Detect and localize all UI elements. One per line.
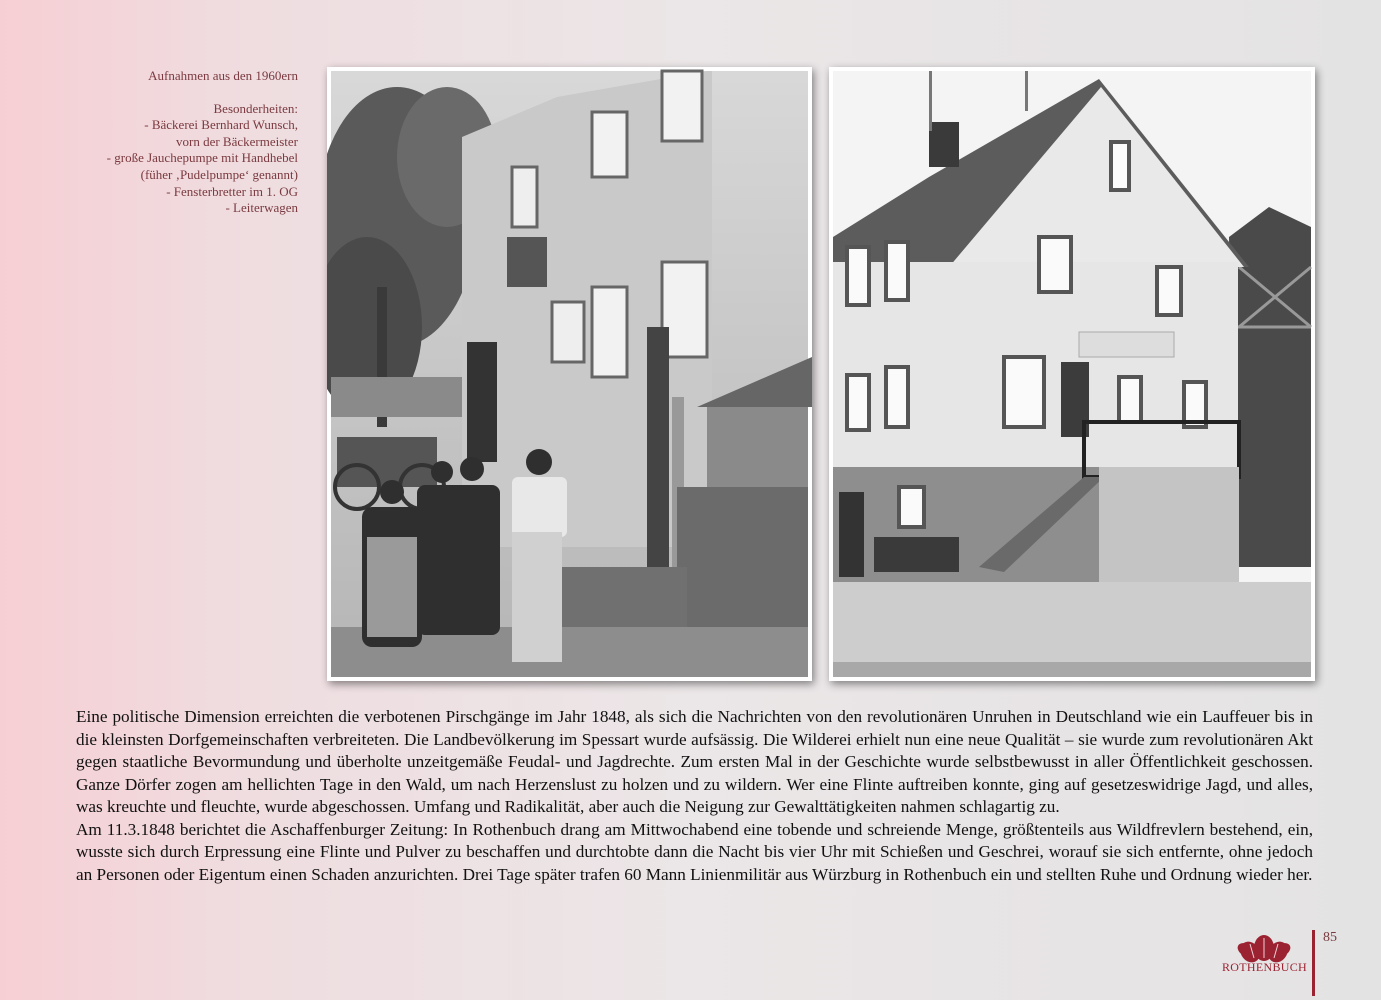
photo-bakery-with-people: [327, 67, 812, 681]
bakery-photo-image: [327, 67, 812, 681]
caption-item: (füher ‚Pudelpumpe‘ genannt): [140, 166, 298, 182]
caption-heading: Besonderheiten:: [213, 100, 298, 116]
photo-caption: [40, 68, 298, 217]
house-photo-image: [829, 67, 1315, 681]
article-text: [76, 706, 1313, 886]
page-number: 85: [1323, 930, 1337, 945]
logo-text: ROTHENBUCH: [1222, 960, 1308, 974]
photo-house-with-staircase: [829, 67, 1315, 681]
paragraph: Am 11.3.1848 berichtet die Aschaffenburger Zeitung: In Rothenbuch drang am Mittwochabend eine tobende und schreiende Menge, größtenteils aus Wildfrevlern bestehend, ein, wusste sich durch Erpressung eine Flinte und Pulver zu beschaffen und durchtobte dann die Nacht bis vier Uhr mit Schießen und Geschrei, worauf sie sich entfernte, ohne jedoch an Personen oder Eigentum einen Schaden anzurichten. Drei Tage später trafen 60 Mann Linienmilitär aus Würzburg in Rothenbuch ein und stellten Ruhe und Ordnung wieder her.: [76, 819, 1313, 884]
caption-item: - große Jauchepumpe mit Handhebel: [106, 150, 298, 166]
caption-item: - Bäckerei Bernhard Wunsch,: [144, 117, 298, 133]
caption-item: - Fensterbretter im 1. OG: [166, 183, 298, 199]
page-divider: [1312, 930, 1315, 996]
paragraph: Eine politische Dimension erreichten die verbotenen Pirschgänge im Jahr 1848, als sich die Nachrichten von den revolutionären Unruhen in Deutschland wie ein Lauffeuer bis in die kleinsten Dorfgemeinschaften verbreiteten. Die Landbevölkerung im Spessart wurde aufsässig. Die Wilderei erhielt nun eine neue Qualität – sie wurde zum revolutionären Akt gegen staatliche Bevormundung und überholte unzeitgemäße Feudal- und Jagdrechte. Zum ersten Mal in der Geschichte wurde selbstbewusst in aller Öffentlichkeit geschossen. Ganze Dörfer zogen am hellichten Tage in den Wald, um nach Herzenslust zu holzen und zu wildern. Wer eine Flinte auftreiben konnte, ging auf gesetzeswidrige Jagd, und alles, was kreuchte und fleuchte, wurde abgeschossen. Umfang und Radikalität, aber auch die Neigung zur Gewalttätigkeiten nahmen schlagartig zu.: [76, 707, 1313, 816]
caption-item: vorn der Bäckermeister: [175, 133, 298, 149]
caption-item: - Leiterwagen: [225, 200, 298, 216]
caption-title: Aufnahmen aus den 1960ern: [148, 68, 298, 83]
